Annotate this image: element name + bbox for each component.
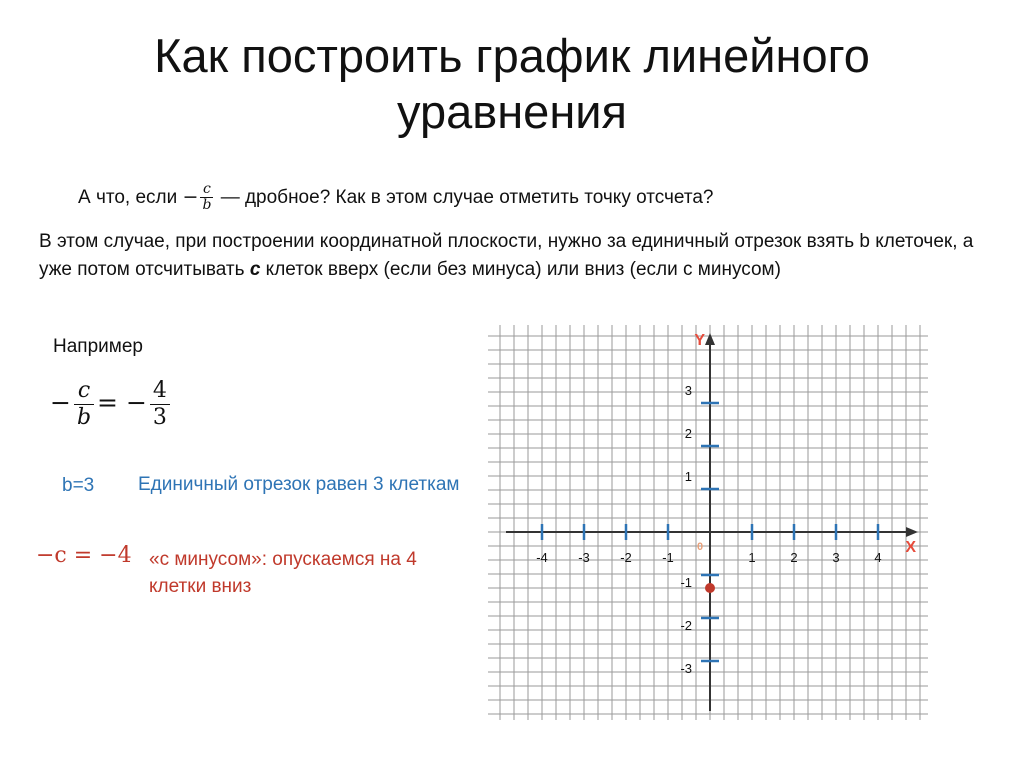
- unit-segment-text: Единичный отрезок равен 3 клеткам: [138, 474, 460, 495]
- formula-equals: = −: [97, 388, 147, 417]
- y-tick-label: -3: [680, 661, 692, 676]
- paragraph-part1: В этом случае, при построении координатной плоскости, нужно за единичный отрезок взять b клеточек, а уже потом отсчитывать: [39, 231, 974, 280]
- x-tick-label: 3: [832, 550, 840, 565]
- y-tick-label: -2: [680, 618, 692, 633]
- y-tick-label: 1: [684, 469, 692, 484]
- x-tick-label: -1: [662, 550, 674, 565]
- marked-point: [705, 583, 715, 593]
- minus-c-formula: −c = −4: [36, 543, 132, 568]
- question-frac-den: b: [202, 197, 212, 214]
- formula-left-fraction: [74, 378, 94, 431]
- y-tick-label: -1: [680, 575, 692, 590]
- paragraph-bold-c: c: [249, 259, 261, 280]
- formula-den: 3: [152, 405, 167, 430]
- x-tick-label: 1: [748, 550, 756, 565]
- formula-right-fraction: [150, 378, 170, 431]
- x-tick-label: -4: [536, 550, 548, 565]
- formula-b: b: [76, 405, 92, 430]
- x-tick-label: 2: [790, 550, 798, 565]
- x-tick-label: 4: [874, 550, 882, 565]
- x-axis-label: X: [905, 539, 916, 556]
- minus-explanation: «с минусом»: опускаемся на 4 клетки вниз: [149, 549, 417, 597]
- x-tick-label: -2: [620, 550, 632, 565]
- formula-num: 4: [150, 378, 170, 405]
- example-label: Например: [53, 336, 143, 357]
- y-tick-label: 3: [684, 383, 692, 398]
- question-suffix: — дробное? Как в этом случае отметить точку отсчета?: [220, 187, 714, 208]
- y-tick-label: 2: [684, 426, 692, 441]
- question-line: [78, 177, 713, 218]
- coordinate-plane: [488, 325, 928, 720]
- question-frac-num: c: [200, 182, 213, 198]
- b-value: b=3: [62, 475, 95, 496]
- question-dash: −: [182, 186, 199, 208]
- origin-label: 0: [696, 541, 704, 553]
- formula-c: c: [74, 378, 94, 405]
- x-tick-label: -3: [578, 550, 590, 565]
- question-prefix: А что, если: [78, 187, 178, 208]
- question-fraction: [200, 182, 213, 213]
- example-formula: [50, 378, 173, 431]
- explanation-paragraph: [39, 228, 979, 284]
- y-axis-label: Y: [694, 332, 705, 349]
- paragraph-part2: клеток вверх (если без минуса) или вниз (если с минусом): [265, 259, 781, 280]
- slide-title: Как построить график линейного уравнения: [154, 29, 870, 138]
- formula-minus: −: [50, 388, 71, 417]
